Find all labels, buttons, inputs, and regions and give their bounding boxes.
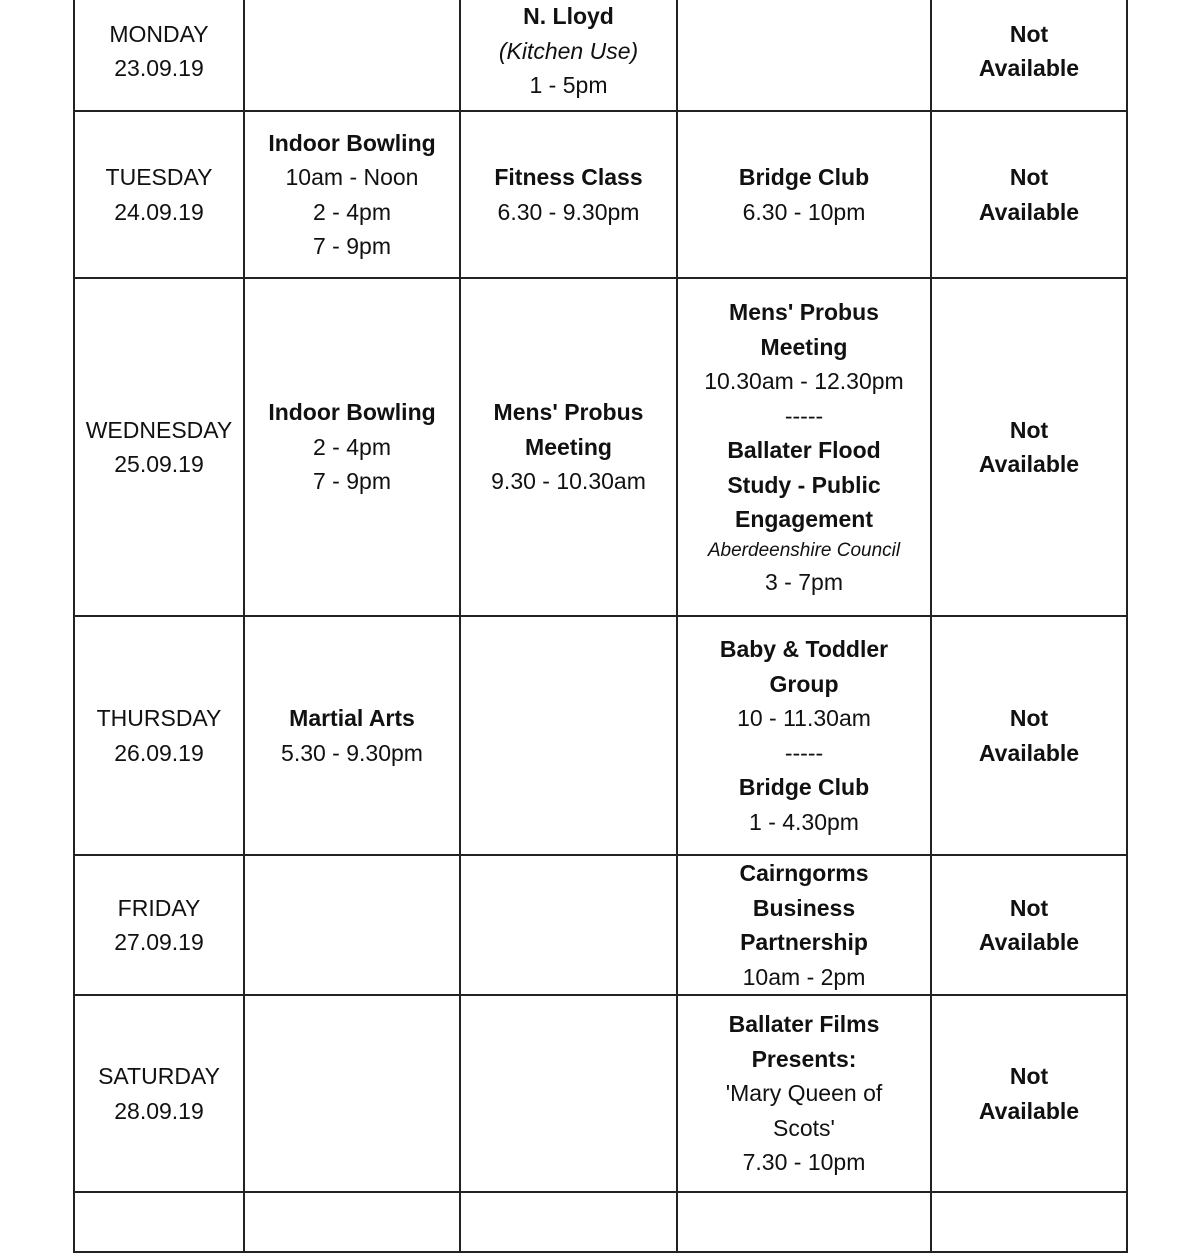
- booking-title: Fitness Class: [494, 164, 643, 190]
- booking-time: 10 - 11.30am: [737, 705, 871, 731]
- schedule-row: [74, 111, 1127, 278]
- booking-cell: [460, 1192, 677, 1252]
- booking-title: Business: [752, 894, 856, 921]
- booking-cell: [460, 616, 677, 855]
- booking-title: Study - Public: [727, 471, 881, 498]
- booking-title: Cairngorms: [739, 860, 869, 886]
- booking-cell: [460, 855, 677, 995]
- day-name: MONDAY: [109, 20, 209, 47]
- booking-time: 2 - 4pm: [313, 433, 391, 460]
- booking-cell: [677, 0, 931, 111]
- booking-title: Engagement: [734, 506, 874, 532]
- availability-cell: [931, 995, 1127, 1192]
- booking-title: Meeting: [525, 433, 612, 460]
- booking-title: Baby & Toddler: [719, 636, 889, 662]
- day-name: TUESDAY: [105, 164, 213, 190]
- booking-note: Aberdeenshire Council: [707, 539, 901, 561]
- availability-text: Available: [978, 929, 1080, 955]
- booking-cell: [244, 995, 460, 1192]
- schedule-row: [74, 0, 1127, 111]
- schedule-row: [74, 278, 1127, 616]
- availability-cell: [931, 278, 1127, 616]
- day-date: 24.09.19: [114, 198, 204, 225]
- booking-time: 10am - Noon: [285, 164, 419, 190]
- day-name: THURSDAY: [96, 705, 222, 731]
- availability-text: Not: [1009, 416, 1049, 443]
- availability-cell: [931, 1192, 1127, 1252]
- booking-time: 'Mary Queen of: [725, 1080, 883, 1107]
- availability-text: Not: [1009, 164, 1049, 190]
- booking-cell: [677, 111, 931, 278]
- booking-note: (Kitchen Use): [498, 37, 639, 64]
- day-name: WEDNESDAY: [85, 416, 233, 443]
- booking-title: Presents:: [751, 1045, 857, 1072]
- availability-text: Not: [1009, 20, 1049, 47]
- booking-title: Ballater Films: [728, 1011, 880, 1038]
- booking-title: Ballater Flood: [727, 437, 881, 463]
- booking-time: 2 - 4pm: [313, 198, 391, 225]
- booking-cell: [244, 855, 460, 995]
- schedule-row: [74, 616, 1127, 855]
- booking-cell: [677, 995, 931, 1192]
- booking-title: Indoor Bowling: [268, 129, 436, 156]
- booking-title: Partnership: [740, 929, 868, 955]
- booking-time: 7.30 - 10pm: [742, 1149, 866, 1176]
- booking-time: 9.30 - 10.30am: [491, 468, 646, 495]
- booking-time: 10.30am - 12.30pm: [704, 368, 904, 394]
- booking-time: 7 - 9pm: [313, 468, 391, 495]
- booking-title: Meeting: [760, 333, 848, 360]
- availability-text: Available: [978, 1097, 1080, 1124]
- availability-cell: [931, 0, 1127, 111]
- booking-time: 1 - 5pm: [529, 72, 608, 99]
- booking-title: Mens' Probus: [493, 399, 644, 426]
- booking-cell: [244, 616, 460, 855]
- schedule-row: [74, 855, 1127, 995]
- booking-title: Indoor Bowling: [268, 399, 436, 426]
- day-cell: [74, 616, 244, 855]
- booking-title: Bridge Club: [738, 774, 870, 800]
- schedule-row: [74, 1192, 1127, 1252]
- availability-text: Available: [978, 55, 1080, 81]
- day-cell: [74, 0, 244, 111]
- booking-time: 6.30 - 9.30pm: [497, 198, 640, 225]
- booking-cell: [460, 0, 677, 111]
- day-cell: [74, 1192, 244, 1252]
- day-cell: [74, 855, 244, 995]
- booking-time: 10am - 2pm: [742, 963, 866, 990]
- availability-cell: [931, 616, 1127, 855]
- booking-title: Martial Arts: [289, 705, 415, 731]
- booking-cell: [677, 1192, 931, 1252]
- booking-cell: [460, 995, 677, 1192]
- booking-time: 1 - 4.30pm: [749, 808, 859, 835]
- booking-title: Mens' Probus: [729, 299, 879, 325]
- booking-title: Group: [769, 670, 839, 697]
- booking-cell: [677, 616, 931, 855]
- availability-cell: [931, 111, 1127, 278]
- schedule-body: [74, 0, 1127, 1252]
- day-date: 23.09.19: [114, 55, 204, 81]
- booking-title: Bridge Club: [738, 164, 870, 190]
- day-date: 28.09.19: [114, 1097, 204, 1124]
- booking-time: Scots': [773, 1114, 835, 1141]
- booking-time: 5.30 - 9.30pm: [281, 739, 423, 766]
- day-date: 26.09.19: [114, 739, 204, 766]
- availability-text: Not: [1009, 894, 1049, 921]
- day-date: 27.09.19: [114, 929, 204, 955]
- day-cell: [74, 278, 244, 616]
- booking-schedule-table: [73, 0, 1128, 1253]
- booking-cell: [244, 0, 460, 111]
- booking-time: 7 - 9pm: [313, 233, 391, 259]
- booking-separator: -----: [784, 402, 824, 429]
- day-name: FRIDAY: [117, 894, 201, 921]
- booking-time: 3 - 7pm: [765, 568, 843, 595]
- booking-cell: [244, 1192, 460, 1252]
- booking-time: 6.30 - 10pm: [742, 198, 866, 225]
- availability-text: Available: [978, 451, 1080, 477]
- availability-text: Available: [978, 198, 1080, 225]
- booking-cell: [460, 111, 677, 278]
- availability-text: Not: [1009, 1063, 1049, 1089]
- day-cell: [74, 111, 244, 278]
- availability-text: Not: [1009, 705, 1049, 731]
- booking-cell: [677, 855, 931, 995]
- day-name: SATURDAY: [98, 1063, 220, 1089]
- schedule-row: [74, 995, 1127, 1192]
- booking-cell: [460, 278, 677, 616]
- day-cell: [74, 995, 244, 1192]
- booking-title: N. Lloyd: [523, 3, 614, 30]
- booking-separator: -----: [784, 739, 824, 766]
- availability-text: Available: [978, 739, 1080, 766]
- booking-cell: [244, 111, 460, 278]
- booking-cell: [677, 278, 931, 616]
- availability-cell: [931, 855, 1127, 995]
- booking-cell: [244, 278, 460, 616]
- day-date: 25.09.19: [114, 451, 204, 477]
